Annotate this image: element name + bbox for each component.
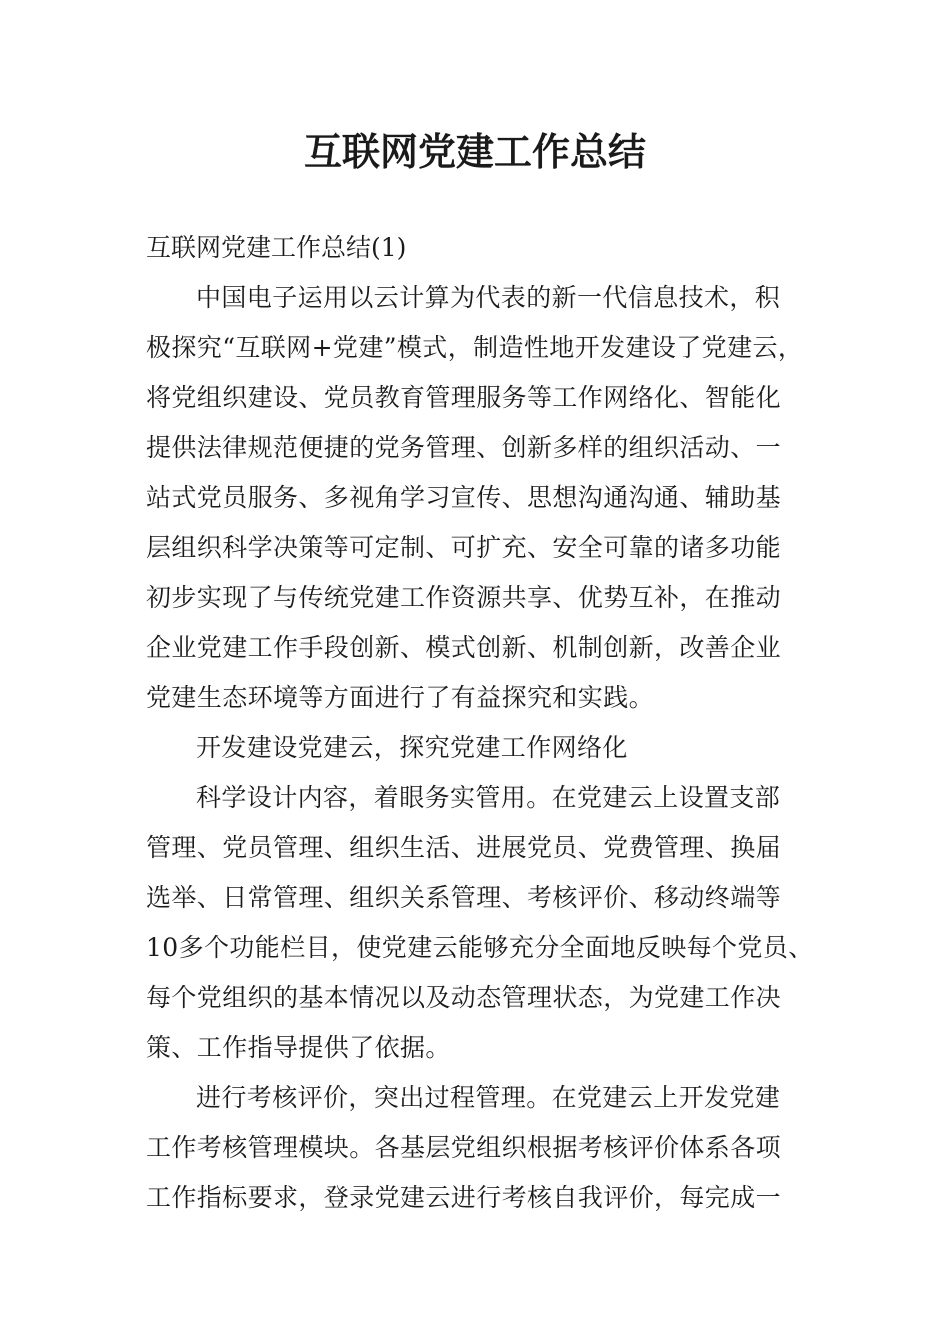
paragraph-line: 初步实现了与传统党建工作资源共享、优势互补，在推动 [146, 583, 782, 612]
paragraph-line: 企业党建工作手段创新、模式创新、机制创新，改善企业 [146, 633, 782, 662]
document-title: 互联网党建工作总结 [303, 129, 646, 174]
paragraph-line: 每个党组织的基本情况以及动态管理状态，为党建工作决 [146, 983, 782, 1012]
paragraph-line: 站式党员服务、多视角学习宣传、思想沟通沟通、辅助基 [146, 483, 782, 512]
paragraph-line: 科学设计内容，着眼务实管用。在党建云上设置支部 [196, 783, 781, 812]
paragraph-line: 层组织科学决策等可定制、可扩充、安全可靠的诸多功能 [146, 533, 782, 562]
paragraph-line: 进行考核评价，突出过程管理。在党建云上开发党建 [196, 1083, 781, 1112]
paragraph-line: 工作考核管理模块。各基层党组织根据考核评价体系各项 [146, 1133, 782, 1162]
paragraph-line: 极探究“互联网+党建”模式，制造性地开发建设了党建云， [146, 333, 804, 362]
paragraph-line: 工作指标要求，登录党建云进行考核自我评价，每完成一 [146, 1183, 782, 1212]
paragraph-line: 党建生态环境等方面进行了有益探究和实践。 [146, 683, 655, 712]
paragraph-line: 中国电子运用以云计算为代表的新一代信息技术，积 [196, 283, 781, 312]
paragraph-line: 策、工作指导提供了依据。 [146, 1033, 451, 1062]
paragraph-line: 选举、日常管理、组织关系管理、考核评价、移动终端等 [146, 883, 782, 912]
paragraph-line: 管理、党员管理、组织生活、进展党员、党费管理、换届 [146, 833, 782, 862]
paragraph-line: 10多个功能栏目，使党建云能够充分全面地反映每个党员、 [146, 933, 814, 962]
section-heading: 开发建设党建云，探究党建工作网络化 [196, 733, 628, 762]
paragraph-line: 将党组织建设、党员教育管理服务等工作网络化、智能化 [146, 383, 782, 412]
section-heading: 互联网党建工作总结(1) [146, 233, 407, 262]
paragraph-line: 提供法律规范便捷的党务管理、创新多样的组织活动、一 [146, 433, 782, 462]
